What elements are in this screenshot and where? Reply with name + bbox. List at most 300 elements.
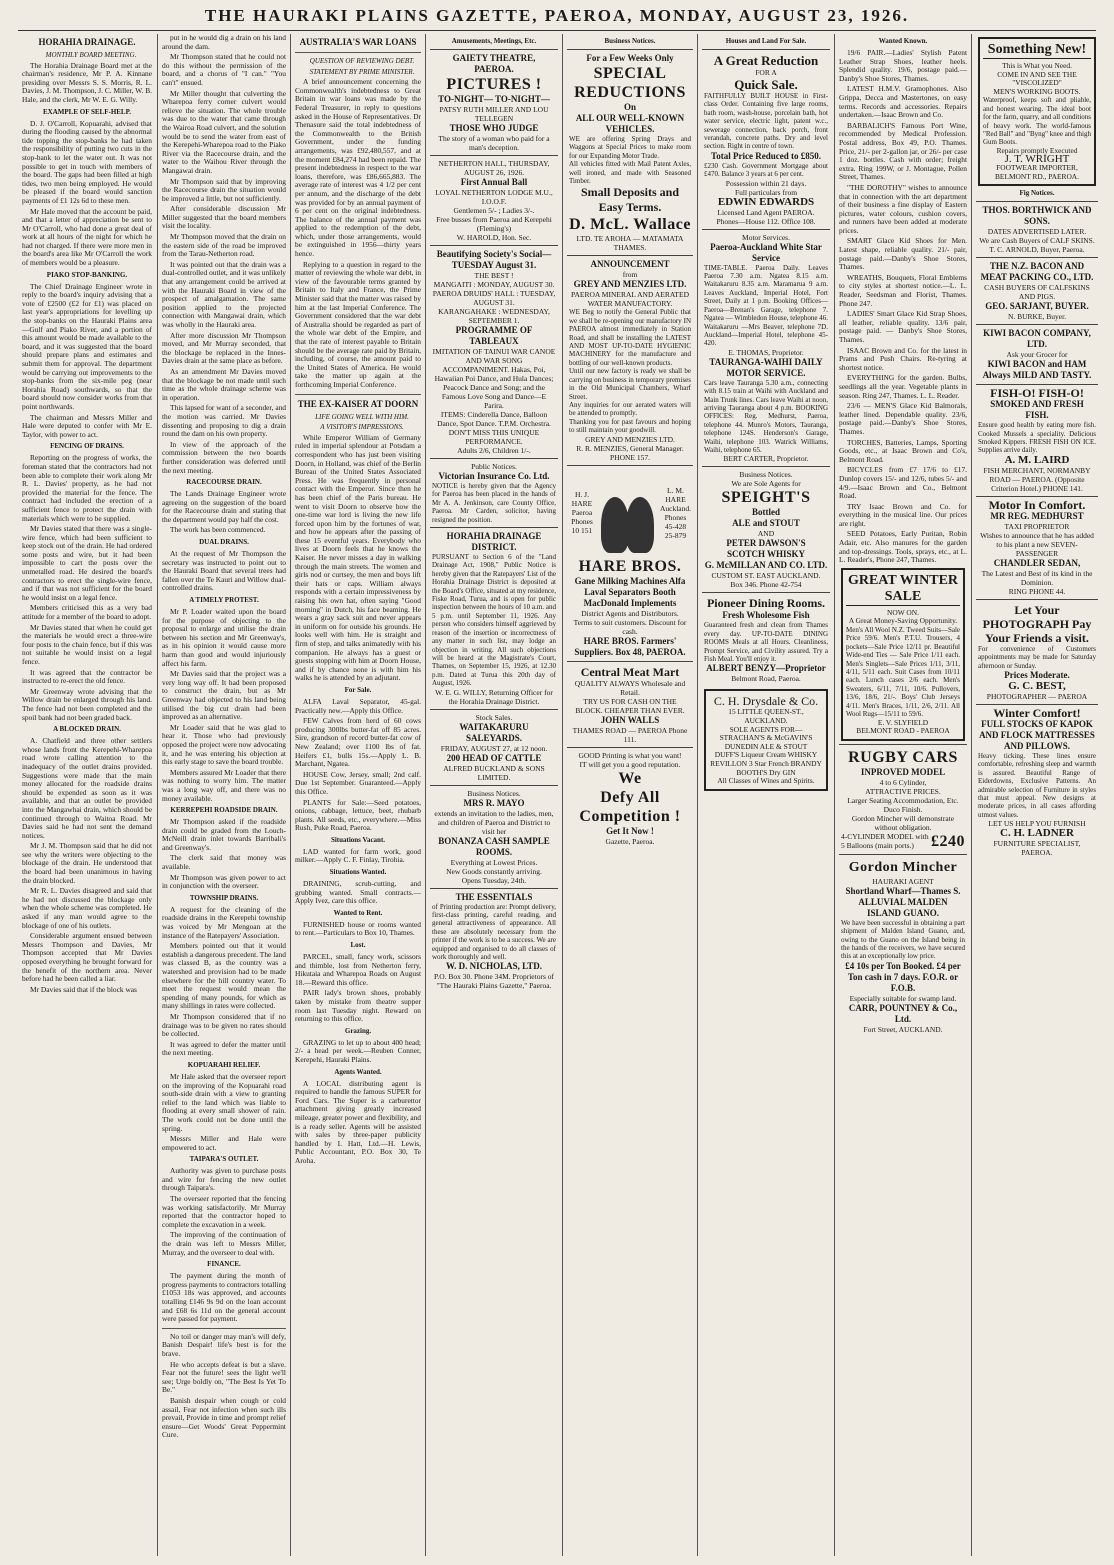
classified-header: Lost. bbox=[350, 941, 366, 950]
ad-line: TRY US FOR CASH ON THE BLOCK. CHEAPER THAN EVER. bbox=[575, 696, 685, 715]
ad-line: SMOKED AND FRESH FISH. bbox=[990, 399, 1084, 421]
section-heading: KOPUARAHI RELIEF. bbox=[187, 1060, 261, 1069]
ad-line: ALL OUR WELL-KNOWN bbox=[575, 113, 685, 123]
ad-line: INPROVED MODEL bbox=[860, 766, 946, 777]
venue: KARANGAHAKE : WEDNESDAY, SEPTEMBER 1. bbox=[438, 307, 550, 325]
column-rule bbox=[834, 34, 835, 1556]
proprietor: E. THOMAS, Proprietor. bbox=[728, 347, 804, 357]
proprietor: BERT CARTER, Proprietor. bbox=[723, 454, 809, 464]
brand: DUFF'S Liqueur Cream WHISKY bbox=[714, 750, 818, 760]
hall: NETHERTON HALL, THURSDAY, AUGUST 26, 1926. bbox=[438, 159, 550, 177]
auctioneer: ALFRED BUCKLAND & SONS LIMITED. bbox=[443, 763, 545, 782]
classified-ad: 19/6 PAIR.—Ladies' Stylish Patent Leather Strap Shoes, leather heels. Splendid quality. 19/6, postage paid.—Danby's Shoe Stores, Thames. bbox=[839, 48, 967, 83]
classified-ad: LATEST H.M.V. Gramophones. Also Grippa, Decca and Mastertones, on easy terms. Records and accessories. Repairs undertaken.—Isaac Brown and Co. bbox=[839, 84, 967, 120]
venue: PAEROA DRUIDS' HALL : TUESDAY, AUGUST 31. bbox=[432, 289, 556, 307]
ad-line: HAURAKI AGENT bbox=[872, 876, 934, 886]
ad-line: Get It Now ! bbox=[606, 825, 654, 836]
phone: PHONE 157. bbox=[609, 452, 650, 462]
advertiser: Pioneer Dining Rooms. bbox=[706, 596, 826, 611]
ad-text: FAITHFULLY BUILT HOUSE in First-class Order. Containing five large rooms, bath room, wash-house, porcelain bath, hot water service, electric light, patent w.c., sewerage connection, back porch, front verandah, concrete paths. Dry and level section. Right in centre of town. bbox=[704, 92, 828, 151]
advertiser: E. V. SLYFIELD bbox=[877, 717, 929, 727]
proprietor: ALBERT BENZY—Proprietor bbox=[706, 663, 826, 674]
ad-text: For convenience of Customers appointments may be made for Saturday afternoon or Sunday. bbox=[978, 644, 1096, 670]
classified-ad: GRAZING to let up to about 400 head; 2/- a head per week.—Reuben Conner, Kerepehi, Hauraki Plains. bbox=[295, 1037, 421, 1064]
taxi-ad bbox=[976, 496, 1098, 599]
divider bbox=[295, 394, 421, 395]
column-5 bbox=[567, 34, 693, 1556]
advertiser: MRS R. MAYO bbox=[463, 797, 525, 808]
butcher: JOHN WALLS bbox=[600, 714, 660, 725]
ad-line: FOR A bbox=[755, 68, 777, 77]
section-heading: RACECOURSE DRAIN. bbox=[186, 478, 262, 487]
ad-line: 4 to 6 Cylinder, bbox=[879, 777, 927, 787]
ad-line: Everything at Lowest Prices. bbox=[450, 857, 538, 867]
section-header: Business Notices. bbox=[467, 788, 521, 798]
paragraph: Mr Miller thought that culverting the Wharepoa ferry corner culvert would relieve the situation. The whole trouble was due to the water that came through the Wairoa Road culvert, and the solution would be to send the water from east of the Kerepehi-Wharepoa road to the Piako River via the Racecourse drain, and the water to the Waihou River through the Mangawai drain. bbox=[162, 88, 286, 175]
ad-line: Possession within 21 days. bbox=[725, 178, 807, 188]
paragraph: Mr Thompson said that by improving the Racecourse drain the situation would be improved a little, but not sufficiently. bbox=[162, 176, 286, 203]
paragraph: In view of the approach of the commission between the two boards further consideration was deferred until the next meeting. bbox=[162, 439, 286, 475]
paragraph: Mr Thompson was given power to act in conjunction with the overseer. bbox=[162, 872, 286, 891]
address: 15 LITTLE QUEEN-ST., AUCKLAND. bbox=[728, 707, 804, 725]
column-6 bbox=[702, 34, 830, 1556]
classified-ad: LAD wanted for farm work, good milker.—Apply C. F. Finlay, Tirohia. bbox=[295, 846, 421, 865]
address: Belmont Road, Paeroa. bbox=[731, 674, 801, 684]
section-header: Motor Services. bbox=[742, 232, 790, 242]
article-title: AUSTRALIA'S WAR LOANS bbox=[299, 37, 417, 47]
address: BELMONT ROAD - PAEROA bbox=[856, 726, 950, 736]
ad-line: Licensed Land Agent PAEROA. bbox=[717, 207, 815, 217]
tonight: TO-NIGHT— TO-NIGHT— bbox=[438, 94, 550, 104]
paragraph: While Emperor William of Germany ruled in imperial splendour at Potsdam a correspondent who has just been visiting Doorn, in Holland, was chief of the Berlin Bureau of the United States Associated Press. He was frequently in personal contact with the Emperor. Since then he has been chief of the Paris bureau. He went to visit Doorn to observe how the one-time war lord is living the new life forced upon him by the fortunes of war, and how he appears after the passing of these 15 eventful years. Everybody who lives at Doorn feels that he knows the Kaiser. He never misses a day in walking through the main streets. The women and girls nod or curtsey, the men and boys lift their hats or caps. William always responds with a certain impressiveness by raising his own hat, often saying "Good morning" in Dutch, his face beaming. He wears a gray sack suit and never appears in uniform on for outside his grounds. He looks well with him. He is straight and firm of step, and talks animatedly with his companion. He always has a guest or guests stopping with him at Doorn House, and if by chance none is with him his walks he is attended by an adjutant. bbox=[295, 432, 421, 683]
dining-ad bbox=[702, 592, 830, 686]
classified-header: Grazing. bbox=[344, 1026, 372, 1035]
paragraph: Considerable argument ensued between Messrs Thompson and Davies, Mr Thompson accepted that Mr Davies opposed everything he brought forward for the benefit of the northern area. Never before had he been called a liar. bbox=[22, 931, 152, 984]
house-sale-ad bbox=[702, 49, 830, 229]
classified-ad: FURNISHED house or rooms wanted to rent.—Particulars to Box 10, Thames. bbox=[295, 919, 421, 938]
article-subtitle: QUESTION OF REVIEWING DEBT. bbox=[309, 57, 415, 65]
pictures-heading: PICTURES ! bbox=[446, 76, 542, 93]
paragraph: Mr Greenway wrote advising that the Willow drain be enlarged through his land. The fence had not been completed and the spoil bank had not been graded back. bbox=[22, 686, 152, 722]
address: Fort Street, AUCKLAND. bbox=[863, 1024, 943, 1034]
brand: STRACHAN'S & McGAVIN'S DUNEDIN ALE & STOUT bbox=[719, 733, 813, 751]
venue: MANGAITI : MONDAY, AUGUST 30. bbox=[433, 280, 555, 289]
ad-headline: Let Your PHOTOGRAPH Pay Your Friends a visit. bbox=[982, 602, 1092, 645]
model: 4-CYLINDER MODEL with 5 Balloons (main ports.) bbox=[841, 832, 929, 851]
classified-ad: ISAAC Brown and Co. for the latest in Prams and Push Chairs. Re-tyring at shortest notice. bbox=[839, 345, 967, 372]
motor-service-ad bbox=[702, 229, 830, 467]
timetable: TIME-TABLE. Paeroa Daily. Leaves Paeroa 7.30 a.m. Ngatea 8.15 a.m. Waitakaruru 8.35 a.m. Maramarua 9 a.m. Leaves Auckland, Imperial Hotel, Fort Street, Daily at 1 p.m. Booking Offices—Paeroa—Brenan's Garage, telephone 7. Ngatea — Wimbledon House, telephone 46. Waitakaruru —Mrs Beaver, telephone 7D. Auckland—Imperial Hotel, telephone 45-420. bbox=[704, 263, 828, 348]
service-name: Paeroa-Auckland White Star Service bbox=[710, 241, 822, 263]
classified-header: For Sale. bbox=[344, 685, 372, 694]
ad-headline: A Great Reduction bbox=[713, 53, 819, 68]
advertiser: GREY AND MENZIES LTD. bbox=[573, 279, 687, 290]
ad-headline: REDUCTIONS bbox=[574, 84, 686, 101]
ad-line: Wishes to announce that he has added to his plant a new SEVEN-PASSENGER bbox=[980, 530, 1094, 558]
brand: PETER DAWSON'S bbox=[726, 538, 806, 549]
notice-text: NOTICE is hereby given that the Agency for Paeroa has been placed in the hands of Mr A. A. Jenkinson, care County Office, Paeroa. Mr Carden, solicitor, having resigned the position. bbox=[432, 482, 556, 524]
column-rule bbox=[562, 34, 563, 1556]
supplier: CARR, POUNTNEY & Co., Ltd. bbox=[848, 1002, 958, 1024]
model-price: £240 bbox=[931, 832, 965, 850]
ad-title: THE ESSENTIALS bbox=[455, 891, 533, 902]
paragraph: Mr Hale moved that the account be paid, and that a letter of appreciation be sent to Mr O'Carroll, who had done a great deal of work at all hours of the night for which he had not charged. If there were more men in the board's area like Mr O'Carroll the work of members would be a pleasure. bbox=[22, 206, 152, 268]
ad-text: Waterproof, keeps soft and pliable, and honest wearing. The ideal boot for the farm, quarry, and all conditions of heavy work. The world-famous "Red Ball" and "Byng" knee and thigh Gum Boots. bbox=[983, 96, 1092, 147]
advertiser: G. C. BEST, bbox=[1008, 680, 1066, 693]
hare-icon bbox=[595, 473, 660, 553]
service-name: TAURANGA-WAIHI DAILY MOTOR SERVICE. bbox=[709, 356, 823, 378]
ad-text: All vehicles fitted with Mail Patent Axles, well ironed, and made with Seasoned Timber. bbox=[569, 160, 691, 186]
film-desc: The story of a woman who paid for a man's deception. bbox=[438, 134, 550, 152]
classified-ad: WREATHS, Bouquets, Floral Emblems to city styles at shortest notice.—L. L. Reader, Seedsman and Florist, Thames. Phone 247. bbox=[839, 272, 967, 308]
classified-header: Agents Wanted. bbox=[334, 1067, 382, 1076]
ad-line: DATES ADVERTISED LATER. bbox=[987, 227, 1087, 237]
ad-headline: Motor In Comfort. bbox=[988, 497, 1086, 512]
phone: Phones—House 112. Office 108. bbox=[716, 216, 816, 226]
article-title: THE EX-KAISER AT DOORN bbox=[297, 398, 419, 409]
advertiser: MR REG. MEDHURST bbox=[990, 510, 1084, 521]
buyer: N. BURKE, Buyer. bbox=[1007, 312, 1067, 322]
advertiser: J. T. WRIGHT bbox=[1004, 153, 1070, 166]
ad-line: Ask your Grocer for bbox=[1006, 350, 1068, 360]
notice-text: PURSUANT to Section 6 of the "Land Drainage Act, 1908," Public Notice is hereby given that the Ratepayers' List of the Horahia Drainage District is deposited at the Board's Office, situated at my residence, Fiske Road, Turua, and is open for public inspection between the hours of 10 a.m. and 5 p.m. until September 11, 1926. Any person who considers himself aggrieved by reason of the insertion or incorrectness of any matter in such list, may lodge an objection in writing. All such objections will be heard at the Magistrate's Court, Thames, on September 15, 1926, at 12.30 p.m. Dated at Turua this 20th day of August, 1926. bbox=[432, 553, 556, 688]
ad-line: COME IN AND SEE THE bbox=[997, 69, 1077, 79]
section-heading: FENCING OF DRAINS. bbox=[50, 442, 124, 451]
best: THE BEST ! bbox=[474, 271, 514, 280]
advertiser: Gordon Mincher bbox=[848, 859, 958, 875]
winter-sale-ad bbox=[841, 568, 965, 741]
column-1 bbox=[22, 34, 152, 1556]
section-heading: KERREPEHI ROADSIDE DRAIN. bbox=[170, 806, 278, 815]
ad-line: Prices Moderate. bbox=[1004, 670, 1070, 681]
paragraph: A request for the cleaning of the roadside drains in the Kerepehi township was voiced by Mr Mengoan at the instance of the Ratepayers' Association. bbox=[162, 904, 286, 940]
advertiser: KIWI BACON COMPANY, LTD. bbox=[983, 328, 1091, 350]
ad-line: VEHICLES. bbox=[605, 124, 655, 134]
paragraph: Members pointed out that it would establish a dangerous precedent. The land was classed B, as the country was a watershed and provision had to be made elsewhere for the hill country water. To meet the request would mean the spending of many pounds, for which as many shillings in rates were collected. bbox=[162, 941, 286, 1011]
buyer: T. C. ARNOLD, Buyer, Paeroa. bbox=[989, 245, 1085, 255]
meat-mart-ad bbox=[567, 661, 693, 747]
signature: GREY AND MENZIES LTD. bbox=[585, 434, 675, 444]
speights-ad bbox=[702, 466, 830, 592]
verse: No toil or danger may man's will defy, Banish Despair! life's best is for the brave. bbox=[162, 1331, 286, 1358]
ad-headline: Defy All bbox=[600, 788, 660, 806]
ad-line: Shortland Wharf—Thames S. bbox=[845, 885, 961, 896]
ad-headline: Competition ! bbox=[579, 807, 681, 825]
paragraph: It was pointed out that the drain was a dual-controlled outlet, and it was unlikely that any arrangement could be arrived at with the Hauraki Board in view of the prospect of amalgamation. The same position applied to the projected connection with Mangawai drain, which was wholly in the Hauraki area. bbox=[162, 259, 286, 329]
mineral-water-ad bbox=[567, 255, 693, 464]
classified-ad: ALFA Laval Separator, 45-gal. Practically new.—Apply this Office. bbox=[295, 696, 421, 715]
lodge: LOYAL NETHERTON LODGE M.U., I.O.O.F. bbox=[435, 188, 553, 206]
article-subtitle: A VISITOR'S IMPRESSIONS. bbox=[320, 423, 404, 432]
section-header: Amusements, Meetings, Etc. bbox=[451, 37, 537, 45]
paragraph: It was agreed to defer the matter until the next meeting. bbox=[162, 1039, 286, 1058]
paragraph: The payment during the month of progress payments to contractors totalling £1053 18s was approved, and accounts totalling £146 9s 9d on the loan account and £68 6s 11d on the general account were passed for payment. bbox=[162, 1271, 286, 1324]
ad-text: WE are offering Spring Drays and Waggons at Special Prices to make room for our Expanding Motor Trade. bbox=[569, 135, 691, 160]
advertiser-address: LTD. TE AROHA — MATAMATA THAMES. bbox=[576, 234, 684, 253]
ad-line: Repairs promptly Executed bbox=[996, 145, 1078, 155]
paragraph: Mr P. Loader waited upon the board for the purpose of objecting to the proposal to enlarge and utilise the drain between his section and Mr Greenway's, as in his opinion it would cause more harm than good and would injuriously affect his farm. bbox=[162, 607, 286, 668]
ad-line: This is What you Need. bbox=[1002, 61, 1072, 70]
buses: Free busses from Paeroa and Kerepehi (Fleming's) bbox=[436, 215, 552, 233]
address: FOOTWEAR IMPORTER, BELMONT RD., PAEROA. bbox=[995, 163, 1079, 181]
ball-title: First Annual Ball bbox=[460, 177, 528, 187]
ad-line: All Classes of Wines and Spirits. bbox=[717, 776, 815, 786]
ad-line: IT will get you a good reputation. bbox=[579, 759, 681, 769]
drysdale-ad bbox=[704, 689, 828, 790]
section-heading: A TIMELY PROTEST. bbox=[189, 596, 259, 605]
ad-line: QUALITY ALWAYS Wholesale and Retail. bbox=[574, 678, 686, 697]
agent-address: CUSTOM ST. EAST AUCKLAND. bbox=[711, 571, 821, 581]
paragraph: Messrs Miller and Hale were empowered to act. bbox=[162, 1134, 286, 1152]
ad-line: We are Cash Buyers of CALF SKINS. bbox=[979, 236, 1095, 246]
product: ALLUVIAL MALDEN ISLAND GUANO. bbox=[858, 896, 948, 918]
printing-promo bbox=[567, 747, 693, 849]
section-heading: EXAMPLE OF SELF-HELP. bbox=[43, 107, 131, 116]
ad-headline: FISH-O! FISH-O! bbox=[990, 386, 1084, 401]
verse: Banish despair when cough or cold assail, Fear not infection when such ills prevail, Provide in time and prompt relief ensure—Get Woods' Great Peppermint Cure. bbox=[162, 1395, 286, 1440]
ad-line: On bbox=[623, 102, 636, 112]
theatre-ad bbox=[430, 49, 558, 155]
divider bbox=[162, 1328, 286, 1329]
paragraph: After considerable discussion Mr Miller suggested that the board members visit the locality. bbox=[162, 204, 286, 231]
ad-line: CASH BUYERS OF CALFSKINS AND PIGS. bbox=[984, 283, 1090, 302]
paragraph: Mr Thompson asked if the roadside drain could be graded from the Louch-McNeill drain inlet towards Barribali's and Greenway's. bbox=[162, 817, 286, 852]
ad-line: LET US HELP YOU FURNISH bbox=[988, 819, 1086, 829]
photo-ad bbox=[976, 599, 1098, 704]
paragraph: Mr Thompson considered that if no drainage was to be given no rates should be collected. bbox=[162, 1011, 286, 1039]
brand: REVILLON 3 Star French BRANDY bbox=[710, 758, 822, 768]
hare-right-contact: L. M. HARE Auckland. Phones 45-428 25-879 bbox=[659, 485, 692, 540]
agent: G. McMILLAN AND CO. LTD. bbox=[704, 560, 828, 571]
theatre-name: GAIETY THEATRE, PAEROA. bbox=[452, 53, 536, 74]
ad-line: New Goods constantly arriving. bbox=[446, 866, 542, 876]
ad-line: Always MILD AND TASTY. bbox=[982, 370, 1092, 381]
ad-text: Until our new factory is ready we shall be carrying on business in temporary premises in the Old Municipal Chambers, Wharf Street. bbox=[569, 367, 691, 401]
ad-text: WE Beg to notify the General Public that we shall be re-opening our manufactory IN PAEROA almost immediately in Station Road, and shall be installing the LATEST AND MOST UP-TO-DATE HYGIENIC MACHINERY for the manufacture and bottling of our well-known products. bbox=[569, 308, 691, 367]
classified-ad: FEW Calves from herd of 60 cows producing 300lbs butter-fat off 85 acres. Sire, grandson of record butter-fat cow of New Zealand; over 1100 lbs of fat. Heifers £1, bulls 15s.—Apply L. B. Marchant, Ngatea. bbox=[295, 716, 421, 769]
paragraph: The Chief Drainage Engineer wrote in reply to the board's inquiry advising that a vote of £2500 (£2 for £1) was placed on last year's appropriations for levelling up the stop-banks on the Hauraki Plains area—Gulf and Piako River, and a portion of this amount would be made available to the board, and it was suggested that the board should prepare plans and estimates and submit them for approval. The department would be carrying out improvements to the stop-banks from the six-mile peg (near Horahia Road) southwards, so that the board should now consider works from that point northwards. bbox=[22, 281, 152, 411]
product: KIWI BACON and HAM bbox=[987, 359, 1087, 370]
paragraph: Mr Davies said that if the block was bbox=[30, 984, 137, 994]
secretary: W. HAROLD, Hon. Sec. bbox=[456, 233, 532, 242]
product: MEN'S WORKING BOOTS. bbox=[993, 86, 1081, 96]
printing-ad bbox=[430, 888, 558, 994]
paragraph: A brief announcement concerning the Commonwealth's indebtedness to Great Britain in war loans was made by the Federal Treasurer, in reply to questions asked in the House of Representatives. Dr Thenasure said the total indebtedness of the Commonwealth to the British Government, under the funding arrangements, was £92,480,557, and at the moment £84,274 had been repaid. The present indebtedness in respect to the war loans, therefore, was £86,665,883. The average rate of interest was 4 1/2 per cent per annum, and the discharge of the debt was provided for by an annual payment of 6 per cent on the original indebtedness. The balance of the annual payment was applied to the redemption of the debt, which, under those arrangements, would be extinguished in 1956—thirty years hence. bbox=[295, 77, 421, 259]
paragraph: Mr Thompson stated that he could not do this without the permission of the board, and a chorus of "I can." "You can't" ensued. bbox=[162, 52, 286, 87]
ad-line: AND bbox=[757, 529, 775, 539]
advertiser: THOS. BORTHWICK AND SONS. bbox=[982, 205, 1092, 227]
paragraph: The clerk said that money was available. bbox=[162, 853, 286, 872]
prices: Gentlemen 5/- ; Ladies 3/-. bbox=[453, 206, 535, 215]
column-3 bbox=[295, 34, 421, 1556]
section-header: Fig Notices. bbox=[1019, 189, 1055, 198]
column-rule bbox=[697, 34, 698, 1556]
programme: PROGRAMME OF TABLEAUX bbox=[455, 325, 533, 346]
price: £4 10s per Ton Booked. £4 per Ton cash in 7 days. F.O.R. or F.O.B. bbox=[845, 960, 961, 993]
ad-text: Ensure good health by eating more fish. Cooked Mussels a speciality. Delicious Smoked Kippers. FRESH FISH ON ICE. Supplies arrive daily. bbox=[978, 421, 1096, 455]
column-2 bbox=[162, 34, 286, 1556]
section-heading: FINANCE. bbox=[207, 1260, 241, 1269]
sale-list: Men's All Wool N.Z. Tweed Suits—Sale Price 59/6. Men's P.T.U. Trousers, 4 pockets—Sale Price 12/11 pr. Beautiful Wide-end Ties — Sale Price 1/11 each. Men's Singlets—Sale Prices 1/11, 3/11, 4/11, 5/11 each. Suit Cases from 10/11 each. Lunch cases 2/6 each. Men's Sweaters, 6/11, 7/11, 10/6. Pullovers, 13/6, 18/6, 21/-. Boys' Club Jerseys 4/11. Men's Braces, 1/11, 2/6, 2/11. All Wool Rugs—15/11 to 59/6. bbox=[846, 626, 960, 719]
section-heading: PIAKO STOP-BANKING. bbox=[46, 270, 128, 279]
advertiser: D. McL. Wallace bbox=[569, 216, 691, 234]
guano-ad bbox=[839, 854, 967, 1037]
classified-ad: LADIES' Smart Glace Kid Strap Shoes, all leather, reliable quality. 13/6 pair, postage paid. — Danby's Shoe Stores, Thames. bbox=[839, 309, 967, 344]
paragraph: The Lands Drainage Engineer wrote agreeing on the suggestion of the board for the Racecourse drain and stating that the department would pay half the cost. bbox=[162, 489, 286, 524]
ad-line: Gane Milking Machines Alfa Laval Separators Booth MacDonald Implements bbox=[574, 575, 686, 608]
bacon-ad bbox=[976, 257, 1098, 324]
ad-line: Terms to suit customers. Discount for cash. bbox=[573, 617, 687, 636]
paragraph: put in he would dig a drain on his land around the dam. bbox=[162, 34, 286, 51]
classified-ad: PARCEL, small, fancy work, scissors and thimble, lost from Netherton ferry, Hikutaia and Wharepoa Roads on August 18.—Reward this office. bbox=[295, 952, 421, 987]
horahia-notice bbox=[430, 527, 558, 709]
ad-line: HARE BROS. Farmers' Suppliers. Box 48, PAEROA. bbox=[574, 635, 686, 657]
classified-ad: A LOCAL distributing agent is required to handle the famous SUPER for Ford Cars. The Super is a carburettor attachment giving greatly increased mileage, greater power and flexibility, and is a ready seller. Agents will be assisted with sales by three-paper publicity handled by I. Hatt, Ltd.—H. Lewis, Public Accountant, P.O. Box 30, Te Aroha. bbox=[295, 1078, 421, 1165]
price: Total Price Reduced to £850. bbox=[711, 150, 821, 161]
hare-left-contact: H. J. HARE Paeroa Phones 10 151 bbox=[571, 490, 593, 536]
section-header: Business Notices. bbox=[739, 470, 793, 480]
fish-ad bbox=[976, 384, 1098, 496]
stock-sale bbox=[430, 709, 558, 785]
paragraph: After more discussion Mr Thompson moved, and Mr Murray seconded, that the blockage be replaced in the Innes-Davies drain at the same place as before. bbox=[162, 330, 286, 366]
classified-ad: TORCHES, Batteries, Lamps, Sporting Goods, etc., at Isaac Brown and Co's, Belmont Road. bbox=[839, 437, 967, 464]
column-rule bbox=[971, 34, 972, 1556]
ad-line: ALE and STOUT bbox=[732, 518, 800, 529]
printer-address: P.O. Box 30. Phone 34M. Proprietors of "The Hauraki Plains Gazette," Paeroa. bbox=[433, 972, 554, 991]
ad-line: Small Deposits and Easy Terms. bbox=[580, 185, 680, 215]
classified-header: Situations Wanted. bbox=[329, 868, 387, 877]
social: Beautifying Society's Social— TUESDAY August 31. bbox=[436, 249, 552, 270]
classified-header: Wanted to Rent. bbox=[333, 908, 383, 917]
classified-ad: HOUSE Cow, Jersey, small; 2nd calf. Due 1st September. Guaranteed.—Apply this Office. bbox=[295, 769, 421, 796]
ad-headline: ANNOUNCEMENT bbox=[590, 259, 670, 270]
paragraph: It was agreed that the contractor be instructed to re-erect the old fence. bbox=[22, 667, 152, 686]
masthead: THE HAURAKI PLAINS GAZETTE, PAEROA, MONDAY, AUGUST 23, 1926. bbox=[204, 6, 910, 25]
items: ITEMS: Cinderella Dance, Balloon Dance, Spot Dance. T.P.M. Orchestra. bbox=[437, 410, 551, 428]
advertiser: THE N.Z. BACON AND MEAT PACKING CO., LTD. bbox=[980, 261, 1094, 283]
section-header: Wanted Known. bbox=[878, 37, 928, 45]
ad-line: SCOTCH WHISKY bbox=[726, 549, 806, 560]
ad-line: PHOTOGRAPHER — PAEROA bbox=[986, 692, 1088, 702]
paragraph: This lapsed for want of a seconder, and the motion was carried. Mr Davies dissenting and proposing to dig a drain round the dam on his own property. bbox=[162, 403, 286, 439]
advertiser: C. H. LADNER bbox=[1000, 827, 1074, 840]
address: FURNITURE SPECIALIST, PAEROA. bbox=[993, 839, 1081, 858]
ad-line: We are Sole Agents for bbox=[731, 479, 801, 489]
ad-line: Opens Tuesday, 24th. bbox=[461, 875, 527, 885]
ad-text: Any inquiries for our aerated waters will be attended to promptly. bbox=[569, 400, 691, 418]
classified-ad: PLANTS for Sale:—Seed potatoes, onions, cabbage, lettuce, beet, rhubarb plants. All seeds, etc., everywhere.—Miss Rush, Puke Road, Paeroa. bbox=[295, 797, 421, 833]
boots-ad bbox=[978, 37, 1096, 186]
sale-title: GREAT WINTER SALE bbox=[847, 572, 959, 604]
advertiser: Central Meat Mart bbox=[580, 664, 680, 679]
saleyards: WAITAKARURU SALEYARDS. bbox=[459, 721, 529, 743]
paragraph: The overseer reported that the fencing was working satisfactorily. Mr Murray reported that the contractor hoped to complete the excavation in a week. bbox=[162, 1194, 286, 1229]
ad-line: NOW ON. bbox=[887, 607, 919, 617]
column-rule bbox=[425, 34, 426, 1556]
film-title: THOSE WHO JUDGE bbox=[449, 123, 539, 133]
ad-line: Full particulars from bbox=[734, 187, 798, 197]
paragraph: The Horahia Drainage Board met at the chairman's residence, Mr P. A. Kinnane presiding over Messrs S. S. Morris, R. L. Davies, J. M. Thompson, J. C. Miller, W. B. Hale, and the clerk, Mr W. E. G. Willy. bbox=[22, 60, 152, 104]
ad-line: TAXI PROPRIETOR bbox=[1004, 521, 1070, 531]
phone: RING PHONE 44. bbox=[1008, 586, 1066, 596]
ad-line: FULL STOCKS OF KAPOK AND FLOCK MATTRESSES AND PILLOWS. bbox=[979, 719, 1095, 752]
hare-row bbox=[569, 469, 691, 557]
ad-line: The Latest and Best of its kind in the Dominion. bbox=[981, 568, 1093, 587]
vehicles-ad bbox=[567, 49, 693, 255]
article-subtitle: STATEMENT BY PRIME MINISTER. bbox=[309, 67, 415, 76]
paragraph: Mr J. M. Thompson said that he did not see why the writers were objecting to the blockage of the drain. He understood that the board had been unanimous in having the drain blocked. bbox=[22, 841, 152, 885]
address: FISH MERCHANT, NORMANBY ROAD — PAEROA. (Opposite Criterion Hotel.) PHONE 141. bbox=[983, 465, 1091, 493]
column-8 bbox=[976, 34, 1098, 1556]
classified-ad: BICYCLES from £7 17/6 to £17. Dunlop covers 15/- and 12/6, tubes 5/- and 4/9.—Isaac Brown and Co., Belmont Road. bbox=[839, 465, 967, 501]
paragraph: Mr Davies stated that there was a single-wire fence, which had been sufficient to keep stock out of the drain. He had ordered some posts and wire, but it had been impossible to cart the posts over the unmetalled road. He desired the board's contractors to erect the single-wire fence, and if that was not sufficient for the board he would insist on a legal fence. bbox=[22, 524, 152, 602]
classified-ad: EVERYTHING for the garden. Bulbs, seedlings all the year. Vegetable plants in season. Ring 247, Thames. L. L. Reader. bbox=[839, 373, 967, 400]
ad-text: Thanking you for past favours and hoping to still maintain your goodwill. bbox=[569, 417, 691, 435]
notice-title: HORAHIA DRAINAGE DISTRICT. bbox=[446, 531, 542, 553]
ad-text: of Printing production are: Prompt delivery, first-class printing, careful reading, and general attractiveness of appearance. All these are absolutely necessary from the printer if the work is to be a success. We are equipped and organised to do all classes of work thoroughly and well. bbox=[432, 902, 556, 961]
section-heading: DUAL DRAINS. bbox=[199, 538, 249, 547]
classified-header: Situations Vacant. bbox=[330, 835, 386, 844]
ad-line: For a Few Weeks Only bbox=[586, 53, 674, 63]
furniture-ad bbox=[976, 704, 1098, 860]
section-heading: TOWNSHIP DRAINS. bbox=[189, 893, 259, 902]
product: CHANDLER SEDAN, bbox=[993, 557, 1081, 568]
paragraph: Mr Thompson moved that the drain on the eastern side of the road be improved from the Tarau-Netherton road. bbox=[162, 232, 286, 259]
product: "VISCOLIZED" bbox=[1012, 78, 1062, 88]
article-subtitle: MONTHLY BOARD MEETING. bbox=[45, 51, 137, 59]
notice-header: Public Notices. bbox=[471, 462, 517, 471]
shop-name: BONANZA CASH SAMPLE ROOMS. bbox=[438, 835, 550, 857]
ad-line: SOLE AGENTS FOR— bbox=[729, 724, 803, 734]
ad-line: Gazette, Paeroa. bbox=[605, 836, 655, 846]
hare-bros-ad bbox=[567, 465, 693, 661]
advertiser: HARE BROS. bbox=[578, 557, 682, 575]
section-header: Business Notices. bbox=[604, 37, 656, 45]
paragraph: D. J. O'Carroll, Kopuarahi, advised that during the flooding caused by the abnormal tide topping the stop-banks he had taken the responsibility of putting two cuts in the stop-bank to let the water out. It was not possible to get in touch with members of the board. The gaps had been filled at high tides, two men being employed. He would be pleased if the board would sanction payments of £1 12s 6d to these men. bbox=[22, 118, 152, 205]
ad-headline: Winter Comfort! bbox=[993, 706, 1081, 721]
timetable: Cars leave Tauranga 5.30 a.m., connecting with 8.15 train at Waihi with Auckland and Main Trunk lines. Cars leave Waihi at noon, arriving Tauranga about 4 p.m. BOOKING OFFICES: Reg. Medhurst, Paeroa, telephone 44. Munro's Motors, Tauranga, telephone 124S. Henderson's Garage, Waihi, telephone 103. Watrick Williams, Waihi, telephone 65. bbox=[704, 378, 828, 454]
column-rule bbox=[157, 34, 158, 1556]
paragraph: Mr Davies stated that when he could get the materials he would erect a three-wire four posts to the chain fence, but if this was not suitable he would insist on a legal fence. bbox=[22, 622, 152, 666]
paragraph: Authority was given to purchase posts and wire for fencing the new outlet through Taipara's. bbox=[162, 1166, 286, 1193]
ad-headline: SPECIAL bbox=[593, 65, 667, 82]
ad-line: GOOD Printing is what you want! bbox=[578, 750, 682, 760]
paragraph: The chairman and Messrs Miller and Hale were deputed to confer with Mr E. Taylor, with power to act. bbox=[22, 412, 152, 439]
model-row bbox=[841, 832, 965, 851]
agent-box: Box 346. Phone 42-754 bbox=[730, 580, 802, 590]
ad-line: District Agents and Distributors. bbox=[581, 608, 679, 618]
insurance-title: Victorian Insurance Co. Ltd. bbox=[438, 471, 550, 481]
programme-desc: IMITATION OF TAINUI WAR CANOE AND WAR SONG ACCOMPANIMENT. Hakas, Poi, Hawaiian Poi Dance, and Hula Dances; Peacock Dance and Song; and the Famous Love Song and Dance—E Parira. bbox=[432, 347, 556, 410]
paragraph: Mr Loader said that he was glad to hear it. Those who had previously opposed the project were now advocating it, and he was entering his objection at this early stage to save the board trouble. bbox=[162, 722, 286, 767]
paragraph: As an amendment Mr Davies moved that the blockage be not made until such time as the whole drainage scheme was in operation. bbox=[162, 366, 286, 402]
film-stars: PATSY RUTH MILLER AND LOU TELLEGEN bbox=[439, 105, 549, 123]
section-heading: TAIPARA'S OUTLET. bbox=[189, 1155, 259, 1164]
ad-line: Bottled bbox=[752, 507, 780, 518]
classified-ad: "THE DOROTHY" wishes to announce that in connection with the art department of their business a fine display of Eastern pictures, water colours, cushion covers, and runners have been added at moderate prices. bbox=[839, 182, 967, 235]
ad-line: Larger Seating Accommodation, Etc. Duco Finish. bbox=[847, 795, 959, 814]
ad-line: ATTRACTIVE PRICES. bbox=[865, 786, 941, 796]
paragraph: A. Chatfield and three other settlers whose lands front the Kerepehi-Wharepoa road wrote calling attention to the inadequacy of the outlet drains provided. Suggestions were made that the main money allocated for the roadside drains should be expended as soon as it was available, and that an outlet be provided into the Mangawhai drain, which should be continued through to Waitoa Road. Mr Davies said he had not sent the demand notices. bbox=[22, 736, 152, 840]
paragraph: Mr Hale asked that the overseer report on the improving of the Kopuarahi road south-side drain with a view to granting relief to the land which was liable to flooding at every small shower of rain. The work could not be done until the spring. bbox=[162, 1071, 286, 1133]
paragraph: Members criticised this as a very bad attitude for a member of the board to adopt. bbox=[22, 603, 152, 622]
verse: He who accepts defeat is but a slave. Fear not the future! sees the light we'll see; Urge boldly on, "The Best Is Yet To Be." bbox=[162, 1359, 286, 1395]
ad-text: We have been successful in obtaining a part shipment of Malden Island Guano, and, owing to the Guano on the Island being in the hands of the receivers, we have secured this at an exceptionally low price. bbox=[841, 918, 965, 961]
ad-line: from bbox=[622, 270, 638, 280]
cattle: 200 HEAD OF CATTLE bbox=[446, 752, 542, 763]
signature: R. R. MENZIES, General Manager. bbox=[576, 443, 684, 453]
article-title: HORAHIA DRAINAGE. bbox=[38, 37, 136, 47]
